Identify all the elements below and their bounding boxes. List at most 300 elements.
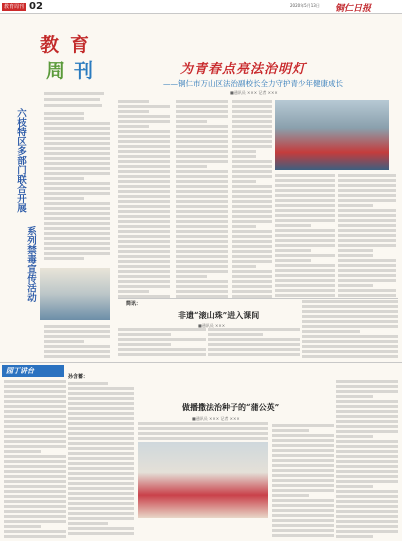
text-line	[272, 479, 334, 482]
page-number: 02	[29, 1, 43, 12]
text-line	[44, 252, 110, 255]
text-line	[232, 195, 272, 198]
text-line	[68, 442, 134, 445]
text-line	[176, 210, 228, 213]
text-line	[44, 247, 110, 250]
text-line	[336, 420, 398, 423]
text-line	[118, 338, 206, 341]
text-line	[44, 227, 110, 230]
text-line	[302, 305, 398, 308]
text-line	[275, 244, 335, 247]
text-line	[68, 507, 134, 510]
text-line	[68, 512, 134, 515]
text-line	[336, 460, 398, 463]
text-line	[232, 125, 272, 128]
divider	[118, 298, 398, 299]
text-line	[275, 264, 335, 267]
text-line	[44, 192, 110, 195]
text-line	[275, 179, 335, 182]
text-line	[336, 535, 373, 538]
text-line	[232, 150, 256, 153]
text-line	[44, 142, 110, 145]
text-line	[118, 343, 171, 346]
text-line	[232, 115, 272, 118]
text-line	[275, 239, 335, 242]
text-line	[338, 289, 396, 292]
column-badge-text: 园丁讲台	[6, 367, 34, 375]
text-line	[4, 450, 41, 453]
bottom-photo	[138, 442, 268, 518]
text-line	[4, 455, 66, 458]
text-line	[118, 180, 170, 183]
section-label: 教育周刊	[3, 4, 24, 10]
text-line	[176, 260, 228, 263]
text-line	[138, 422, 268, 425]
text-line	[44, 212, 110, 215]
text-line	[232, 145, 272, 148]
text-line	[4, 460, 66, 463]
text-line	[44, 257, 84, 260]
text-line	[272, 504, 334, 507]
text-line	[4, 480, 66, 483]
text-line	[118, 245, 170, 248]
text-line	[232, 260, 272, 263]
text-line	[275, 294, 335, 297]
text-line	[44, 187, 110, 190]
text-line	[272, 449, 334, 452]
text-line	[338, 249, 373, 252]
text-line	[302, 325, 398, 328]
text-line	[4, 465, 66, 468]
text-line	[118, 145, 170, 148]
text-line	[44, 182, 110, 185]
text-line	[44, 177, 84, 180]
text-line	[44, 162, 110, 165]
text-line	[176, 215, 228, 218]
text-line	[68, 482, 134, 485]
main-headline: 为青春点亮法治明灯	[179, 62, 306, 77]
text-line	[68, 437, 134, 440]
text-line	[4, 420, 66, 423]
text-line	[118, 175, 170, 178]
text-line	[44, 325, 110, 328]
text-line	[336, 475, 398, 478]
text-line	[176, 255, 228, 258]
text-line	[232, 130, 272, 133]
text-line	[44, 157, 110, 160]
text-line	[232, 170, 272, 173]
text-line	[272, 439, 334, 442]
text-line	[272, 454, 334, 457]
text-line	[272, 514, 334, 517]
text-line	[176, 150, 228, 153]
text-line	[176, 230, 228, 233]
text-line	[338, 204, 373, 207]
text-line	[208, 348, 300, 351]
text-line	[338, 294, 396, 297]
text-line	[68, 457, 134, 460]
text-line	[118, 120, 170, 123]
text-line	[232, 155, 256, 158]
bottom-byline: ■通讯员 ××× 记者 ×××	[192, 416, 240, 421]
text-line	[176, 245, 228, 248]
mid-byline: ■通讯员 ×××	[198, 323, 226, 328]
text-line	[275, 189, 335, 192]
text-line	[336, 430, 398, 433]
text-line	[232, 100, 272, 103]
text-line	[336, 530, 398, 533]
text-line	[272, 474, 334, 477]
text-line	[176, 270, 228, 273]
masthead-char: 周	[46, 60, 66, 82]
text-line	[232, 280, 272, 283]
text-line	[68, 432, 134, 435]
text-line	[44, 345, 110, 348]
text-line	[118, 348, 206, 351]
text-line	[232, 180, 256, 183]
masthead-info	[44, 92, 104, 95]
text-line	[338, 279, 396, 282]
text-line	[44, 207, 110, 210]
text-line	[272, 434, 334, 437]
text-line	[68, 382, 108, 385]
text-line	[118, 240, 170, 243]
text-line	[336, 505, 398, 508]
text-line	[336, 485, 373, 488]
text-line	[336, 525, 398, 528]
text-line	[4, 440, 66, 443]
text-line	[118, 290, 149, 293]
text-line	[232, 105, 272, 108]
text-line	[336, 495, 398, 498]
text-line	[68, 452, 134, 455]
text-line	[118, 105, 170, 108]
text-line	[176, 250, 228, 253]
text-line	[275, 254, 335, 257]
text-line	[338, 184, 396, 187]
text-line	[44, 335, 110, 338]
text-line	[44, 132, 110, 135]
text-line	[176, 290, 228, 293]
text-line	[336, 520, 398, 523]
text-line	[272, 499, 334, 502]
text-line	[118, 160, 170, 163]
text-line	[68, 532, 134, 535]
text-line	[68, 447, 134, 450]
left-feature-title: 六枝特区多部门联合开展	[15, 108, 26, 213]
text-line	[118, 275, 170, 278]
text-line	[4, 485, 66, 488]
text-line	[302, 315, 398, 318]
text-line	[4, 380, 66, 383]
text-line	[302, 300, 398, 303]
text-line	[232, 200, 272, 203]
text-line	[275, 209, 335, 212]
text-line	[338, 199, 396, 202]
text-line	[336, 480, 398, 483]
page-header	[0, 0, 402, 14]
text-line	[232, 205, 272, 208]
text-line	[118, 130, 170, 133]
text-line	[302, 335, 398, 338]
text-line	[118, 260, 170, 263]
text-line	[272, 519, 334, 522]
text-line	[44, 237, 110, 240]
text-line	[118, 235, 170, 238]
text-line	[118, 195, 170, 198]
text-line	[336, 380, 398, 383]
bottom-label: 孙含蓄：	[68, 374, 89, 380]
text-line	[4, 410, 66, 413]
text-line	[176, 240, 228, 243]
text-line	[338, 259, 396, 262]
text-line	[272, 489, 334, 492]
text-line	[68, 422, 134, 425]
text-line	[176, 135, 228, 138]
text-line	[232, 160, 272, 163]
text-line	[338, 194, 396, 197]
text-line	[275, 249, 311, 252]
text-line	[336, 450, 398, 453]
main-subheadline: ——铜仁市万山区法治副校长全力守护青少年健康成长	[163, 79, 343, 88]
text-line	[232, 235, 272, 238]
text-line	[275, 214, 335, 217]
text-line	[176, 170, 228, 173]
text-line	[302, 320, 398, 323]
text-line	[118, 285, 170, 288]
text-line	[208, 333, 263, 336]
text-line	[68, 497, 134, 500]
text-line	[176, 105, 228, 108]
text-line	[338, 244, 396, 247]
text-line	[118, 255, 170, 258]
text-line	[68, 502, 134, 505]
text-line	[44, 167, 110, 170]
text-line	[302, 345, 398, 348]
text-line	[275, 229, 335, 232]
text-line	[275, 259, 311, 262]
text-line	[302, 310, 398, 313]
text-line	[44, 112, 84, 115]
mid-title: 非遗“滚山珠”进入课间	[178, 310, 260, 320]
text-line	[272, 524, 334, 527]
text-line	[232, 135, 272, 138]
text-line	[176, 160, 228, 163]
text-line	[176, 140, 228, 143]
text-line	[44, 217, 110, 220]
text-line	[176, 235, 228, 238]
text-line	[118, 150, 170, 153]
text-line	[118, 270, 170, 273]
text-line	[118, 100, 149, 103]
text-line	[336, 435, 373, 438]
text-line	[4, 530, 66, 533]
text-line	[176, 285, 228, 288]
text-line	[338, 254, 373, 257]
text-line	[44, 330, 110, 333]
text-line	[118, 165, 170, 168]
masthead-char: 育	[70, 34, 90, 56]
bottom-title: 做播撒法治种子的“蒲公英”	[182, 402, 280, 412]
text-line	[302, 355, 398, 358]
text-line	[272, 469, 334, 472]
text-line	[68, 387, 134, 390]
masthead	[40, 30, 100, 86]
text-line	[232, 230, 272, 233]
text-line	[118, 155, 170, 158]
text-line	[336, 500, 398, 503]
text-line	[118, 185, 170, 188]
text-line	[176, 130, 228, 133]
text-line	[4, 510, 66, 513]
left-feature-title-2: 系列禁毒宣传活动	[25, 226, 36, 302]
text-line	[68, 467, 134, 470]
text-line	[336, 445, 398, 448]
text-line	[272, 509, 334, 512]
text-line	[336, 455, 398, 458]
text-line	[338, 274, 396, 277]
text-line	[272, 529, 334, 532]
text-line	[275, 194, 335, 197]
text-line	[176, 225, 228, 228]
text-line	[118, 190, 170, 193]
text-line	[176, 265, 228, 268]
text-line	[68, 412, 134, 415]
text-line	[338, 179, 396, 182]
text-line	[118, 333, 171, 336]
left-photo	[40, 268, 110, 320]
mid-label: 简讯：	[126, 301, 142, 307]
text-line	[118, 280, 170, 283]
text-line	[176, 275, 207, 278]
text-line	[118, 220, 170, 223]
text-line	[336, 470, 398, 473]
text-line	[68, 462, 134, 465]
text-line	[338, 189, 396, 192]
text-line	[232, 215, 272, 218]
text-line	[232, 265, 256, 268]
text-line	[302, 330, 360, 333]
text-line	[232, 190, 272, 193]
text-line	[338, 174, 396, 177]
text-line	[336, 410, 398, 413]
text-line	[338, 239, 396, 242]
text-line	[176, 185, 228, 188]
text-line	[4, 490, 66, 493]
text-line	[176, 145, 228, 148]
text-line	[138, 432, 268, 435]
text-line	[232, 140, 272, 143]
text-line	[4, 385, 66, 388]
text-line	[68, 417, 134, 420]
text-line	[338, 234, 396, 237]
text-line	[118, 250, 170, 253]
text-line	[4, 395, 66, 398]
text-line	[4, 535, 66, 538]
text-line	[4, 390, 66, 393]
text-line	[232, 225, 256, 228]
text-line	[176, 155, 228, 158]
text-line	[68, 517, 134, 520]
text-line	[4, 495, 66, 498]
text-line	[336, 400, 398, 403]
text-line	[338, 264, 396, 267]
text-line	[272, 429, 309, 432]
text-line	[118, 230, 170, 233]
text-line	[4, 515, 66, 518]
text-line	[44, 202, 110, 205]
text-line	[232, 165, 272, 168]
text-line	[338, 229, 396, 232]
text-line	[232, 175, 272, 178]
text-line	[118, 353, 206, 356]
text-line	[232, 245, 272, 248]
text-line	[4, 400, 66, 403]
text-line	[232, 290, 272, 293]
text-line	[118, 205, 170, 208]
text-line	[232, 285, 272, 288]
text-line	[336, 465, 398, 468]
text-line	[176, 280, 228, 283]
text-line	[176, 110, 228, 113]
text-line	[232, 110, 272, 113]
text-line	[68, 527, 134, 530]
text-line	[232, 185, 272, 188]
text-line	[68, 407, 134, 410]
text-line	[275, 174, 335, 177]
text-line	[176, 100, 228, 103]
text-line	[232, 275, 272, 278]
text-line	[272, 444, 334, 447]
text-line	[336, 515, 398, 518]
text-line	[68, 427, 134, 430]
text-line	[4, 445, 66, 448]
text-line	[232, 240, 272, 243]
text-line	[302, 350, 398, 353]
text-line	[44, 147, 110, 150]
text-line	[118, 225, 170, 228]
text-line	[176, 220, 228, 223]
text-line	[68, 392, 134, 395]
text-line	[275, 234, 335, 237]
text-line	[68, 472, 134, 475]
text-line	[68, 402, 134, 405]
masthead-char: 教	[40, 34, 60, 56]
text-line	[4, 470, 66, 473]
masthead-char: 刊	[74, 60, 94, 82]
text-line	[275, 289, 335, 292]
text-line	[44, 197, 84, 200]
text-line	[118, 115, 170, 118]
text-line	[118, 170, 170, 173]
text-line	[44, 137, 110, 140]
text-line	[275, 204, 335, 207]
main-photo	[275, 100, 389, 170]
text-line	[272, 424, 334, 427]
masthead-info	[44, 98, 100, 101]
text-line	[336, 395, 373, 398]
text-line	[275, 269, 335, 272]
text-line	[208, 353, 300, 356]
text-line	[176, 125, 228, 128]
text-line	[302, 340, 398, 343]
text-line	[275, 199, 335, 202]
text-line	[176, 165, 207, 168]
text-line	[68, 487, 134, 490]
text-line	[336, 490, 398, 493]
column-badge	[2, 365, 64, 377]
text-line	[272, 484, 334, 487]
